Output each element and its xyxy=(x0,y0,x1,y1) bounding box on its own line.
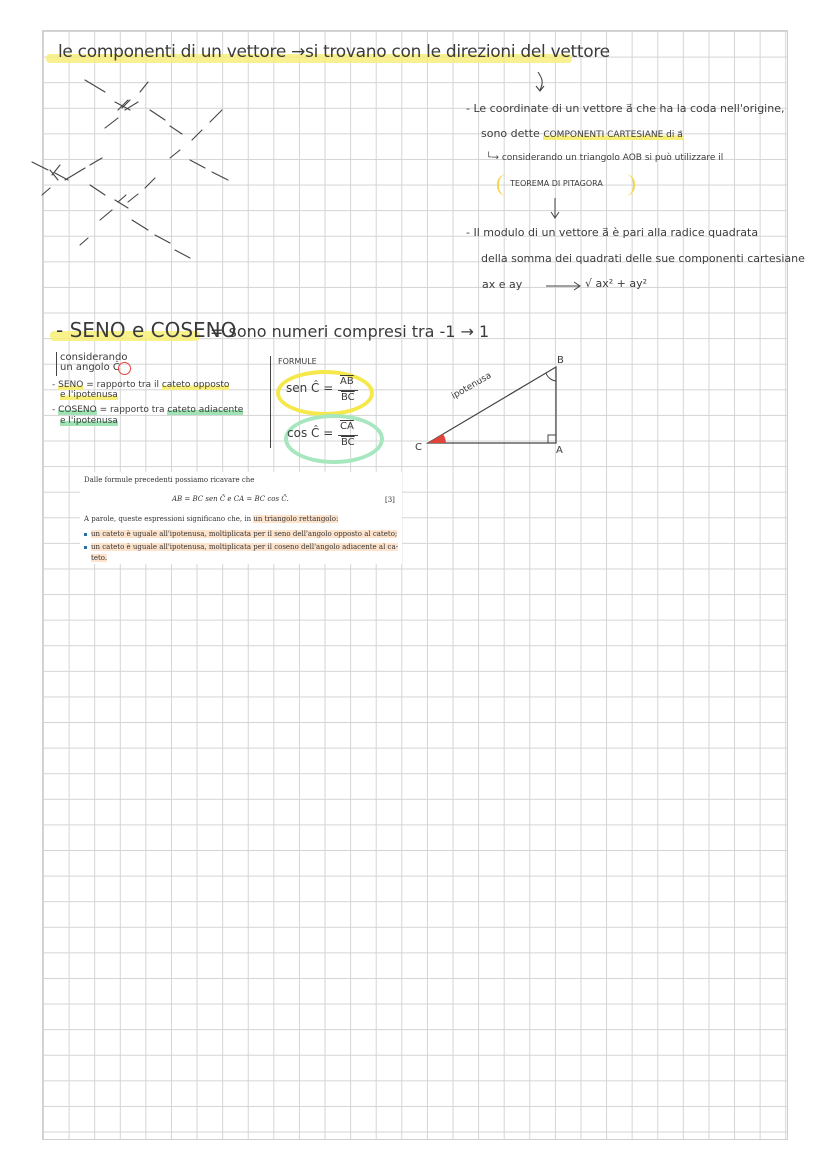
vertex-a: A xyxy=(556,445,563,456)
triangle-line: └→ considerando un triangolo AOB si può utilizzare il xyxy=(486,153,724,163)
hypotenuse-label: ipotenusa xyxy=(450,370,494,402)
cos-numerator: $\overline{CA}$ xyxy=(340,421,354,432)
arrow-right-icon xyxy=(545,281,583,291)
right-triangle xyxy=(420,355,580,455)
fraction-bar xyxy=(338,435,358,436)
sqrt-formula: √ ax² + ay² xyxy=(585,277,648,290)
modulus-line: - Il modulo di un vettore a⃗ è pari alla radice quadrata xyxy=(466,226,759,239)
angle-circle xyxy=(118,362,131,375)
vertex-b: B xyxy=(557,355,564,366)
fraction-bar xyxy=(338,390,358,391)
book-excerpt xyxy=(80,472,402,564)
sen-formula: sen Ĉ = xyxy=(286,381,334,395)
section1-title: le componenti di un vettore →si trovano con le direzioni del vettore xyxy=(58,42,610,62)
section2-subtitle: = sono numeri compresi tra -1 → 1 xyxy=(210,322,490,341)
book-ref: [3] xyxy=(385,496,395,504)
book-bullet-2: un cateto è uguale all'ipotenusa, moltiplicata per il coseno dell'angolo adiacente al ca- xyxy=(84,543,398,551)
components-ax-ay: ax e ay xyxy=(482,278,523,291)
cos-denominator: $\overline{BC}$ xyxy=(341,437,355,448)
cos-formula: cos Ĉ = xyxy=(287,426,334,440)
formula-divider xyxy=(270,356,271,448)
arrow-down-icon xyxy=(548,197,562,221)
coseno-definition: - COSENO = rapporto tra cateto adiacente xyxy=(52,405,244,415)
vector-sketch xyxy=(30,70,250,270)
book-formula: AB = BC sen Ĉ e CA = BC cos Ĉ. xyxy=(172,495,289,503)
vertex-c: C xyxy=(415,442,422,453)
coordinates-line: - Le coordinate di un vettore a⃗ che ha la coda nell'origine, xyxy=(466,102,785,115)
components-line: sono dette COMPONENTI CARTESIANE di a⃗ xyxy=(481,127,683,140)
bullet-icon xyxy=(84,533,87,536)
seno-definition: - SENO = rapporto tra il cateto opposto xyxy=(52,380,230,390)
book-bullet-2-end: teto. xyxy=(91,554,108,562)
sen-numerator: $\overline{AB}$ xyxy=(340,376,354,387)
theorem-label: TEOREMA DI PITAGORA xyxy=(510,179,603,188)
section2-title: - SENO e COSENO xyxy=(56,318,237,342)
bullet-icon xyxy=(84,546,87,549)
sum-line: della somma dei quadrati delle sue componenti cartesiane xyxy=(481,252,805,265)
seno-definition-2: e l'ipotenusa xyxy=(60,390,118,400)
consider-line1: considerando xyxy=(60,352,128,363)
consider-line2: un angolo Ĉ xyxy=(60,362,120,373)
book-paragraph: A parole, queste espressioni significano che, in un triangolo rettangolo: xyxy=(84,515,339,523)
book-bullet-1: un cateto è uguale all'ipotenusa, moltiplicata per il seno dell'angolo opposto al cateto; xyxy=(84,530,397,538)
formule-label: FORMULE xyxy=(278,357,317,366)
sen-denominator: $\overline{BC}$ xyxy=(341,392,355,403)
coseno-definition-2: e l'ipotenusa xyxy=(60,416,118,426)
divider xyxy=(56,352,57,376)
book-intro: Dalle formule precedenti possiamo ricavare che xyxy=(84,476,255,484)
arrow-down-icon xyxy=(530,70,550,94)
